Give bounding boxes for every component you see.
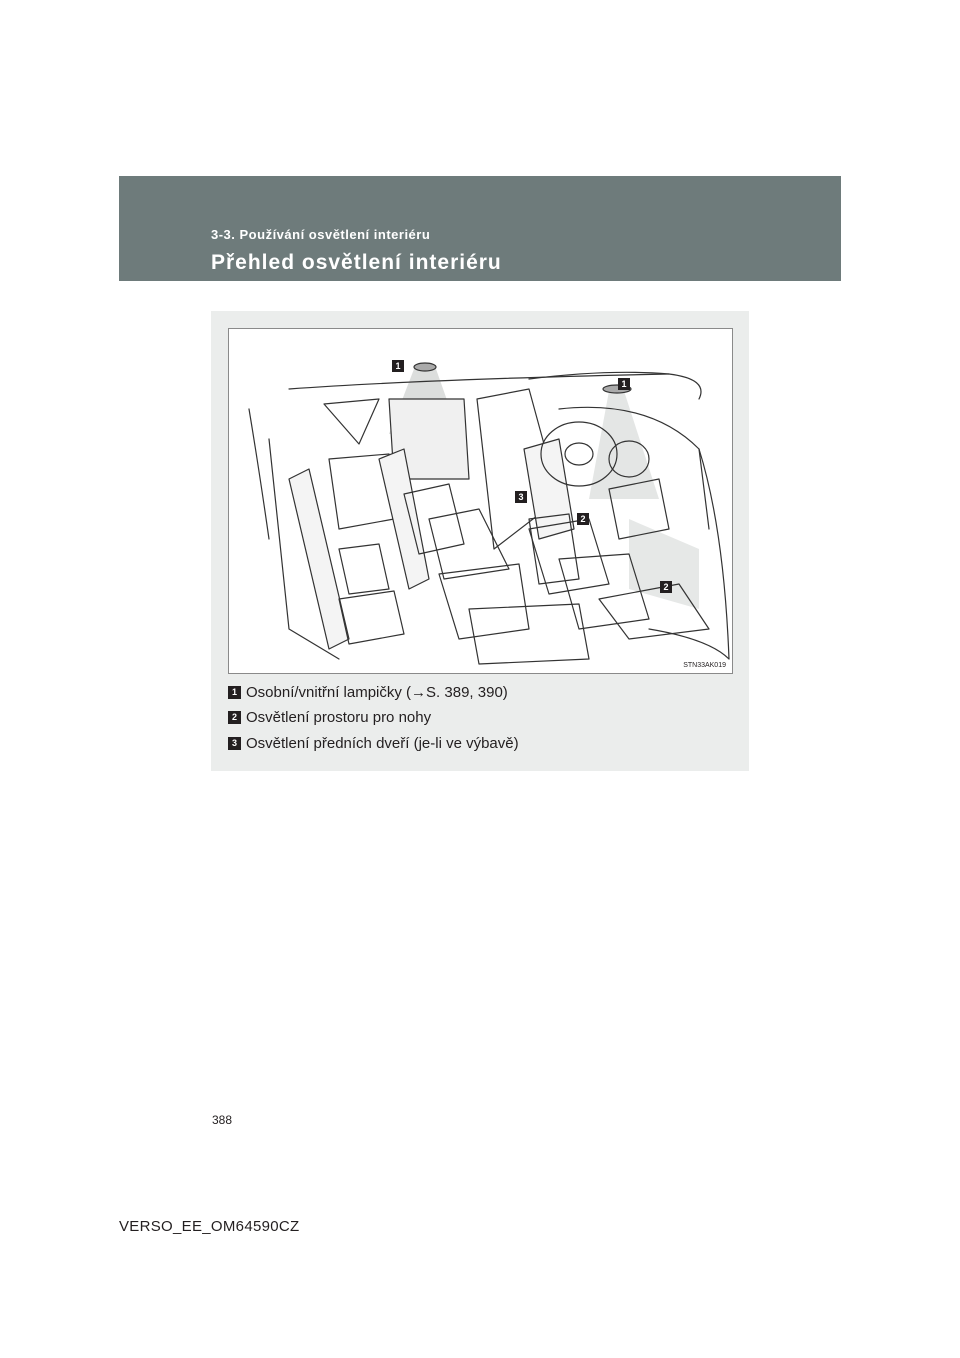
legend-text: Osobní/vnitřní lampičky (→S. 389, 390) bbox=[246, 684, 508, 701]
legend-text: Osvětlení předních dveří (je-li ve výbavě) bbox=[246, 735, 519, 752]
legend-marker: 3 bbox=[228, 737, 241, 750]
legend-item-1 bbox=[228, 684, 508, 701]
legend-marker: 1 bbox=[228, 686, 241, 699]
page-number: 388 bbox=[212, 1113, 233, 1127]
car-interior-drawing bbox=[229, 329, 732, 673]
legend-text: Osvětlení prostoru pro nohy bbox=[246, 709, 432, 726]
legend-item-3 bbox=[228, 735, 519, 752]
section-label: 3-3. Používání osvětlení interiéru bbox=[211, 227, 431, 242]
callout-1-front: 1 bbox=[618, 378, 630, 390]
legend-marker: 2 bbox=[228, 711, 241, 724]
legend-item-2 bbox=[228, 709, 431, 726]
document-code: VERSO_EE_OM64590CZ bbox=[119, 1218, 300, 1235]
interior-illustration bbox=[228, 328, 733, 674]
callout-2-console: 2 bbox=[577, 513, 589, 525]
callout-1-rear: 1 bbox=[392, 360, 404, 372]
callout-2-floor: 2 bbox=[660, 581, 672, 593]
callout-3: 3 bbox=[515, 491, 527, 503]
page-title: Přehled osvětlení interiéru bbox=[211, 251, 502, 274]
image-code: STN33AK019 bbox=[683, 662, 726, 669]
